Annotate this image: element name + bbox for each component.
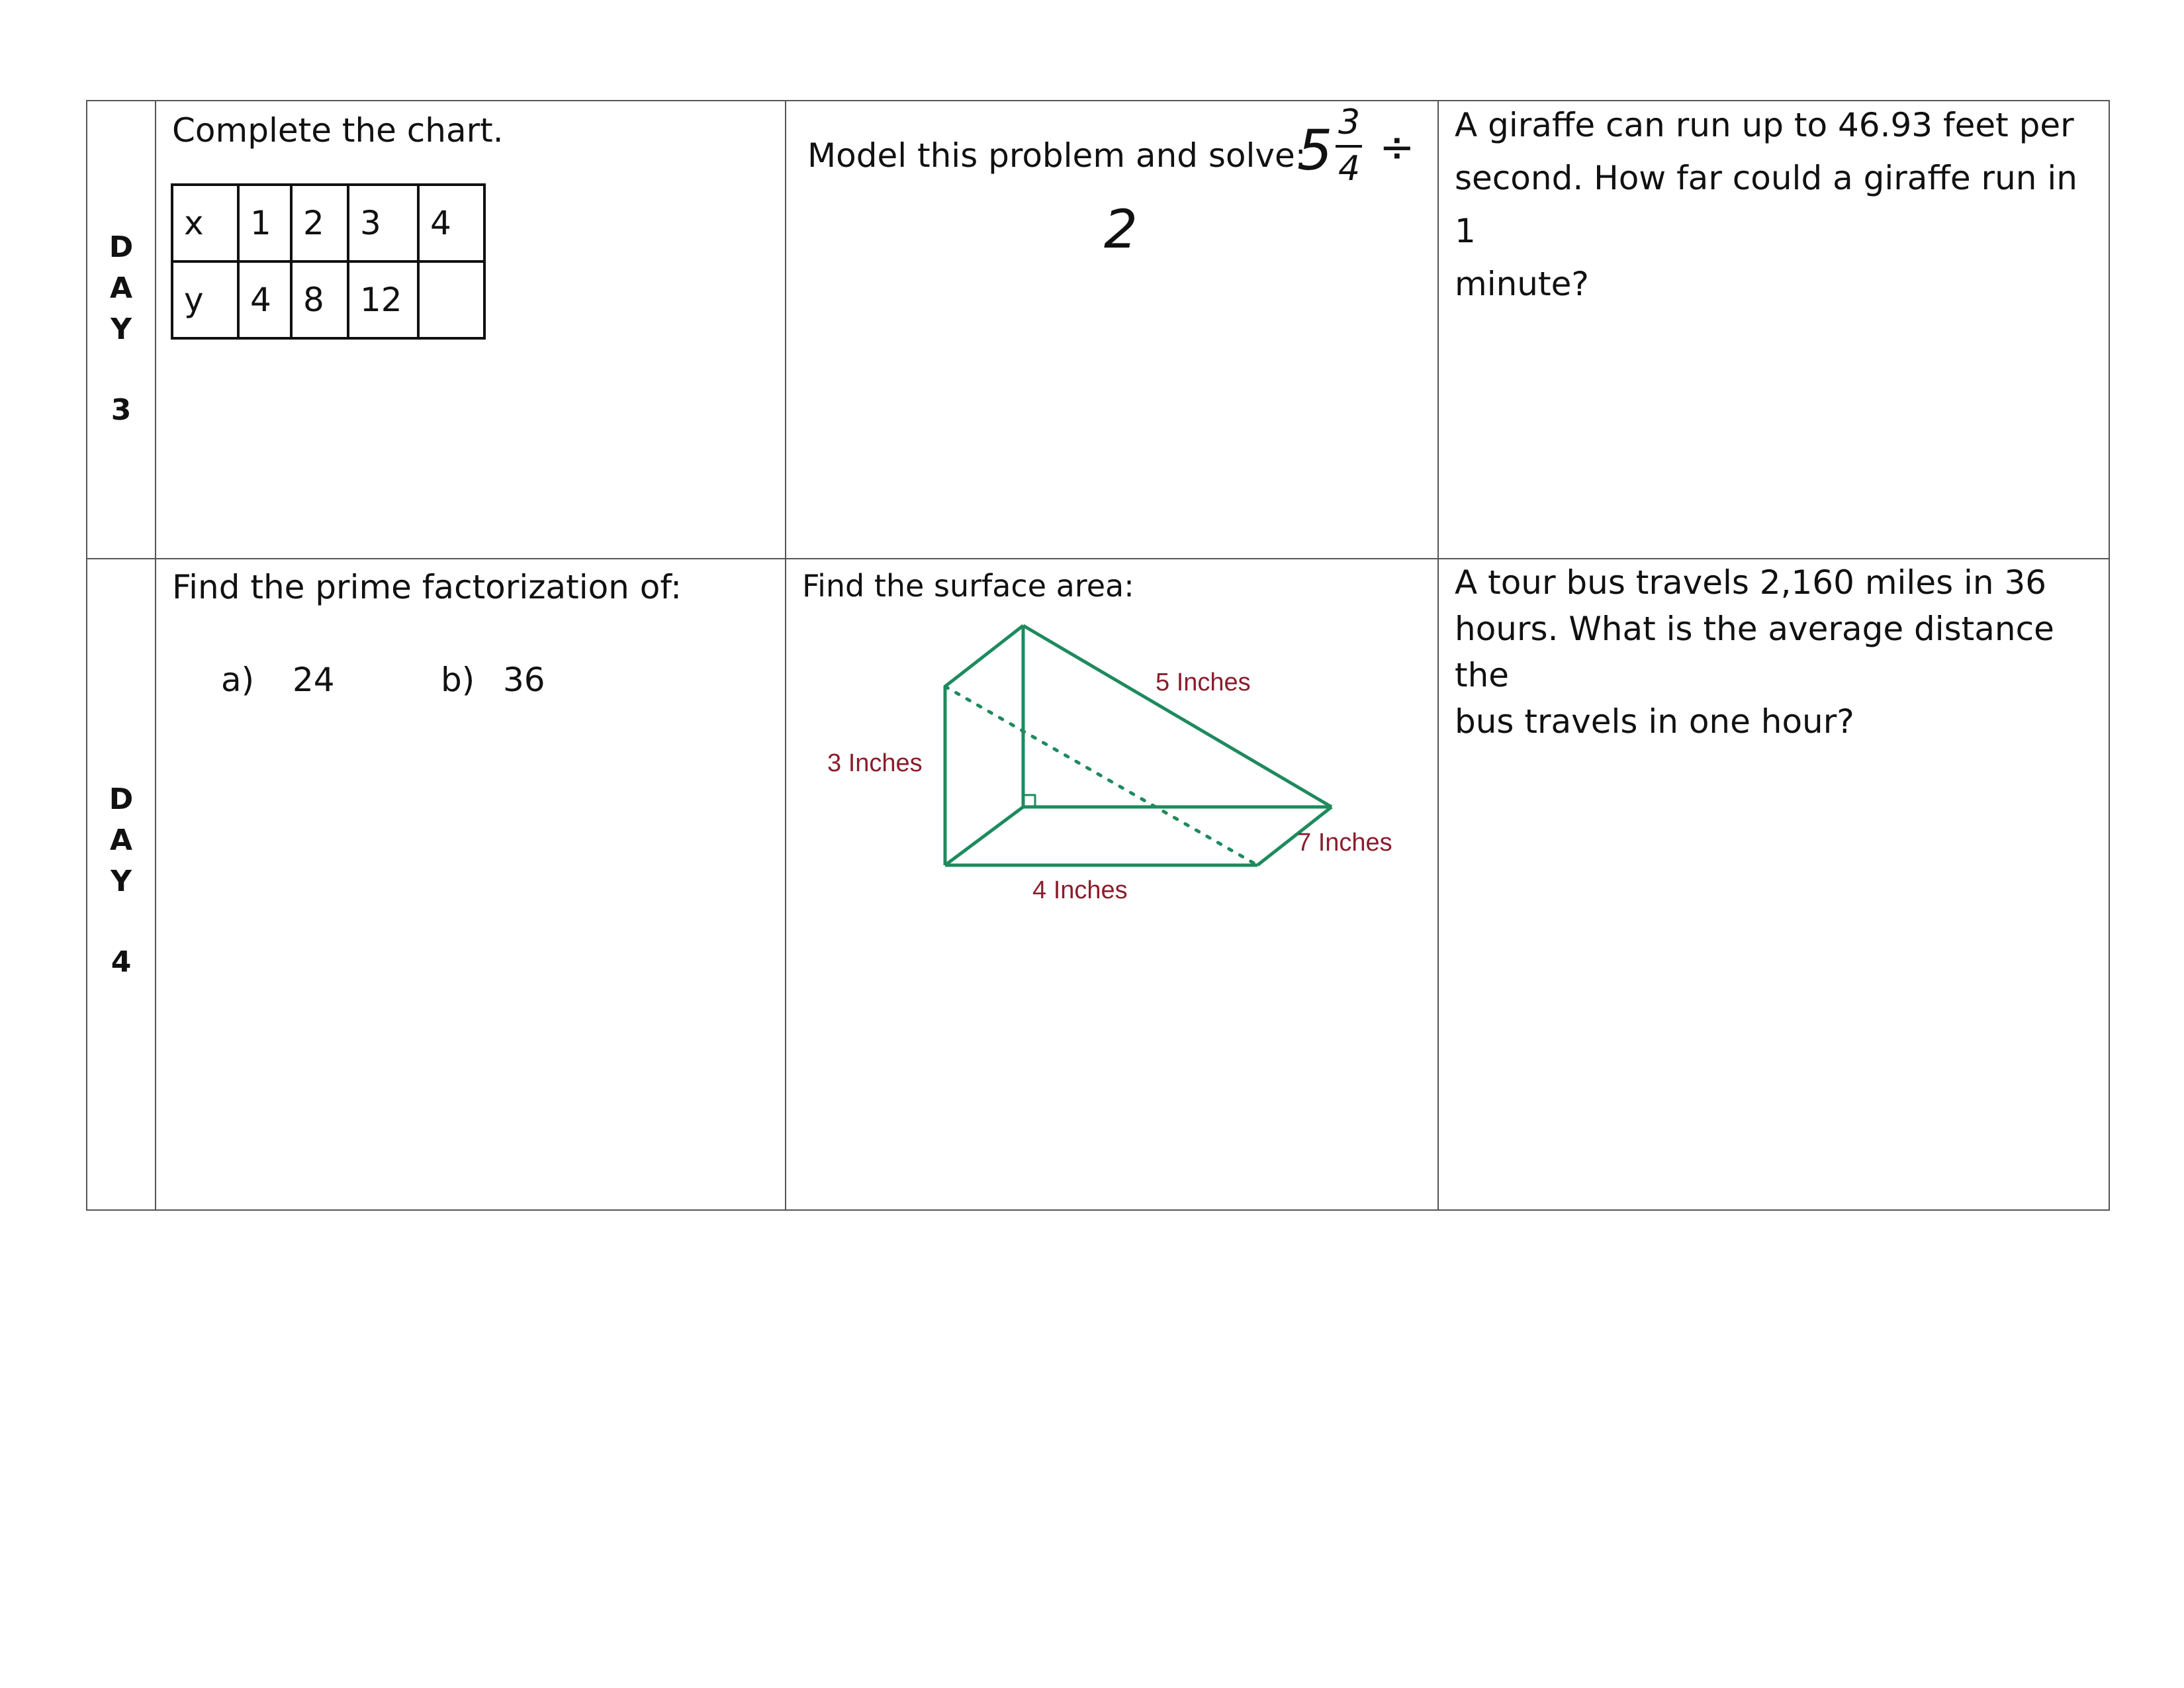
- depth-label: 7 Inches: [1297, 829, 1392, 857]
- day3-label-cell: [87, 101, 156, 559]
- model-prompt: Model this problem and solve:: [807, 136, 1306, 175]
- chart-cell: 1: [238, 185, 291, 261]
- part-b-value: 36: [503, 661, 545, 699]
- fraction-bar: [1336, 145, 1362, 148]
- problem-line: minute?: [1455, 265, 1589, 303]
- chart-cell: 3: [348, 185, 418, 261]
- hypotenuse-label: 5 Inches: [1156, 669, 1251, 696]
- day-label: [87, 227, 155, 431]
- day-letter: D: [109, 230, 134, 264]
- prime-instruction: Find the prime factorization of:: [172, 568, 682, 606]
- prism-edge: [1023, 626, 1332, 807]
- day-label: [87, 779, 155, 983]
- day-letter: Y: [111, 865, 132, 898]
- chart-cell: 12: [348, 261, 418, 338]
- day-number: 4: [111, 945, 132, 979]
- chart-cell: x: [172, 185, 238, 261]
- part-a-value: 24: [293, 661, 335, 699]
- problem-line: A giraffe can run up to 46.93 feet per: [1455, 106, 2074, 144]
- problem-line: A tour bus travels 2,160 miles in 36: [1455, 563, 2047, 602]
- chart-cell: 2: [291, 185, 348, 261]
- prism-edge: [945, 807, 1023, 865]
- surface-area-instruction: Find the surface area:: [802, 568, 1134, 604]
- day-letter: A: [109, 823, 133, 857]
- base-label: 4 Inches: [1032, 876, 1128, 904]
- fraction-division-cell: [786, 101, 1438, 559]
- xy-chart: [171, 183, 486, 340]
- chart-row-y: [172, 261, 484, 338]
- chart-cell: 4: [418, 185, 484, 261]
- problem-line: bus travels in one hour?: [1455, 702, 1854, 741]
- chart-problem-cell: [156, 101, 786, 559]
- chart-cell: 4: [238, 261, 291, 338]
- prime-factorization-cell: [156, 559, 786, 1210]
- tour-bus-problem-text: [1455, 559, 2103, 745]
- worksheet-grid: [86, 100, 2110, 1211]
- day-number: 3: [111, 393, 132, 427]
- chart-cell: y: [172, 261, 238, 338]
- prism-edge: [945, 626, 1023, 686]
- chart-row-x: [172, 185, 484, 261]
- problem-line: second. How far could a giraffe run in 1: [1455, 159, 2077, 250]
- fraction-denominator: 4: [1338, 149, 1361, 189]
- giraffe-problem-text: [1455, 99, 2103, 310]
- chart-cell: 8: [291, 261, 348, 338]
- day-letter: D: [109, 782, 134, 816]
- triangular-prism-diagram: [786, 559, 1439, 957]
- division-sign: ÷: [1379, 123, 1415, 172]
- giraffe-problem-cell: [1438, 101, 2109, 559]
- surface-area-cell: [786, 559, 1438, 1210]
- right-angle-marker: [1023, 795, 1035, 807]
- problem-line: hours. What is the average distance the: [1455, 610, 2054, 694]
- chart-blank-cell[interactable]: [418, 261, 484, 338]
- day4-label-cell: [87, 559, 156, 1210]
- hidden-edge: [945, 686, 1257, 865]
- mixed-whole: 5: [1297, 118, 1333, 183]
- fraction-numerator: 3: [1338, 103, 1361, 142]
- part-a-label: a): [221, 661, 255, 699]
- height-label: 3 Inches: [827, 749, 923, 777]
- day-letter: Y: [111, 312, 132, 346]
- part-b-label: b): [441, 661, 475, 699]
- divisor: 2: [1104, 199, 1138, 260]
- tour-bus-problem-cell: [1438, 559, 2109, 1210]
- day-letter: A: [109, 271, 133, 305]
- chart-instruction: Complete the chart.: [172, 111, 504, 150]
